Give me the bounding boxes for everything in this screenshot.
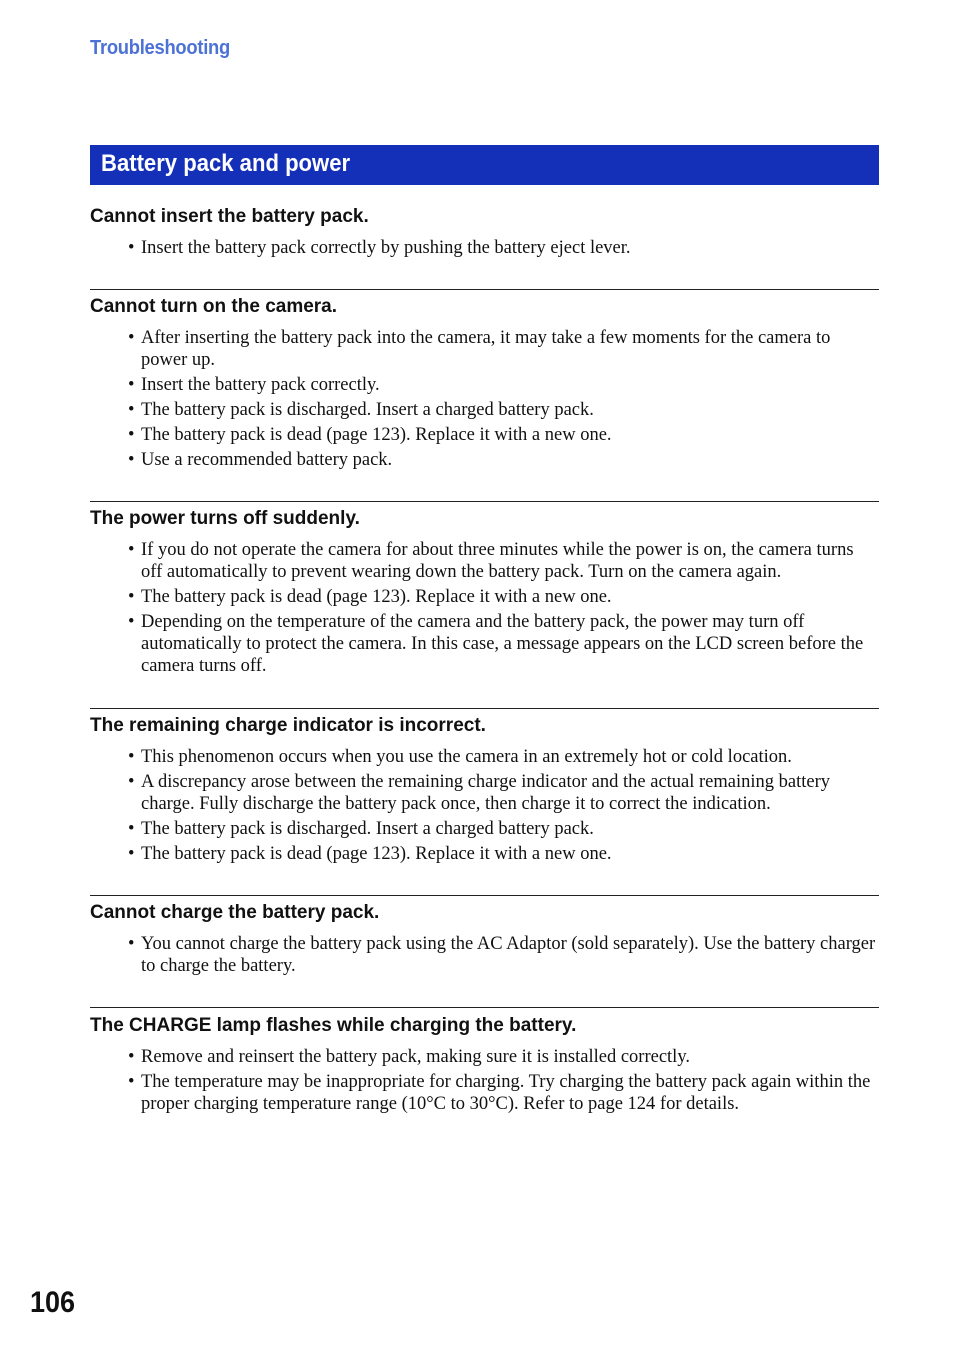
list-item: • Insert the battery pack correctly. — [128, 374, 879, 396]
topic-items — [90, 539, 879, 677]
topic-title: Cannot turn on the camera. — [90, 296, 338, 317]
topic-items — [90, 237, 879, 259]
running-head: Troubleshooting — [90, 37, 230, 59]
list-item: • The battery pack is discharged. Insert a charged battery pack. — [128, 818, 879, 840]
page-number: 106 — [30, 1286, 76, 1319]
section-header-bar — [90, 145, 879, 185]
topic-title: The CHARGE lamp flashes while charging the battery. — [90, 1015, 577, 1036]
list-item: • If you do not operate the camera for about three minutes while the power is on, the camera turns off automatically to prevent wearing down the battery pack. Turn on the camera again. — [128, 539, 879, 583]
topic-items — [90, 327, 879, 471]
topic-title: Cannot charge the battery pack. — [90, 902, 380, 923]
topic-items — [90, 933, 879, 977]
topic-title: The remaining charge indicator is incorrect. — [90, 715, 486, 736]
list-item: • Use a recommended battery pack. — [128, 449, 879, 471]
topic-cannot-turn-on — [90, 289, 879, 474]
topic-items — [90, 746, 879, 865]
list-item: • The temperature may be inappropriate for charging. Try charging the battery pack again within the proper charging temperature range (10°C to 30°C). Refer to page 124 for details. — [128, 1071, 879, 1115]
list-item: • The battery pack is dead (page 123). Replace it with a new one. — [128, 424, 879, 446]
list-item: • A discrepancy arose between the remaining charge indicator and the actual remaining battery charge. Fully discharge the battery pack once, then charge it to correct the indication. — [128, 771, 879, 815]
topic-charge-lamp-flashes — [90, 1007, 879, 1118]
list-item: • Insert the battery pack correctly by pushing the battery eject lever. — [128, 237, 879, 259]
topic-title: Cannot insert the battery pack. — [90, 206, 369, 227]
list-item: • After inserting the battery pack into the camera, it may take a few moments for the camera to power up. — [128, 327, 879, 371]
list-item: • The battery pack is dead (page 123). Replace it with a new one. — [128, 586, 879, 608]
topic-items — [90, 1046, 879, 1115]
list-item: • Remove and reinsert the battery pack, making sure it is installed correctly. — [128, 1046, 879, 1068]
topic-power-turns-off — [90, 501, 879, 680]
list-item: • You cannot charge the battery pack using the AC Adaptor (sold separately). Use the battery charger to charge the battery. — [128, 933, 879, 977]
section-title: Battery pack and power — [101, 150, 351, 177]
topic-cannot-charge — [90, 895, 879, 980]
topic-charge-indicator-incorrect — [90, 708, 879, 868]
topic-title: The power turns off suddenly. — [90, 508, 360, 529]
topic-cannot-insert-battery — [90, 206, 879, 262]
list-item: • The battery pack is discharged. Insert a charged battery pack. — [128, 399, 879, 421]
list-item: • Depending on the temperature of the camera and the battery pack, the power may turn off automatically to protect the camera. In this case, a message appears on the LCD screen before the camera turns off. — [128, 611, 879, 677]
list-item: • This phenomenon occurs when you use the camera in an extremely hot or cold location. — [128, 746, 879, 768]
list-item: • The battery pack is dead (page 123). Replace it with a new one. — [128, 843, 879, 865]
